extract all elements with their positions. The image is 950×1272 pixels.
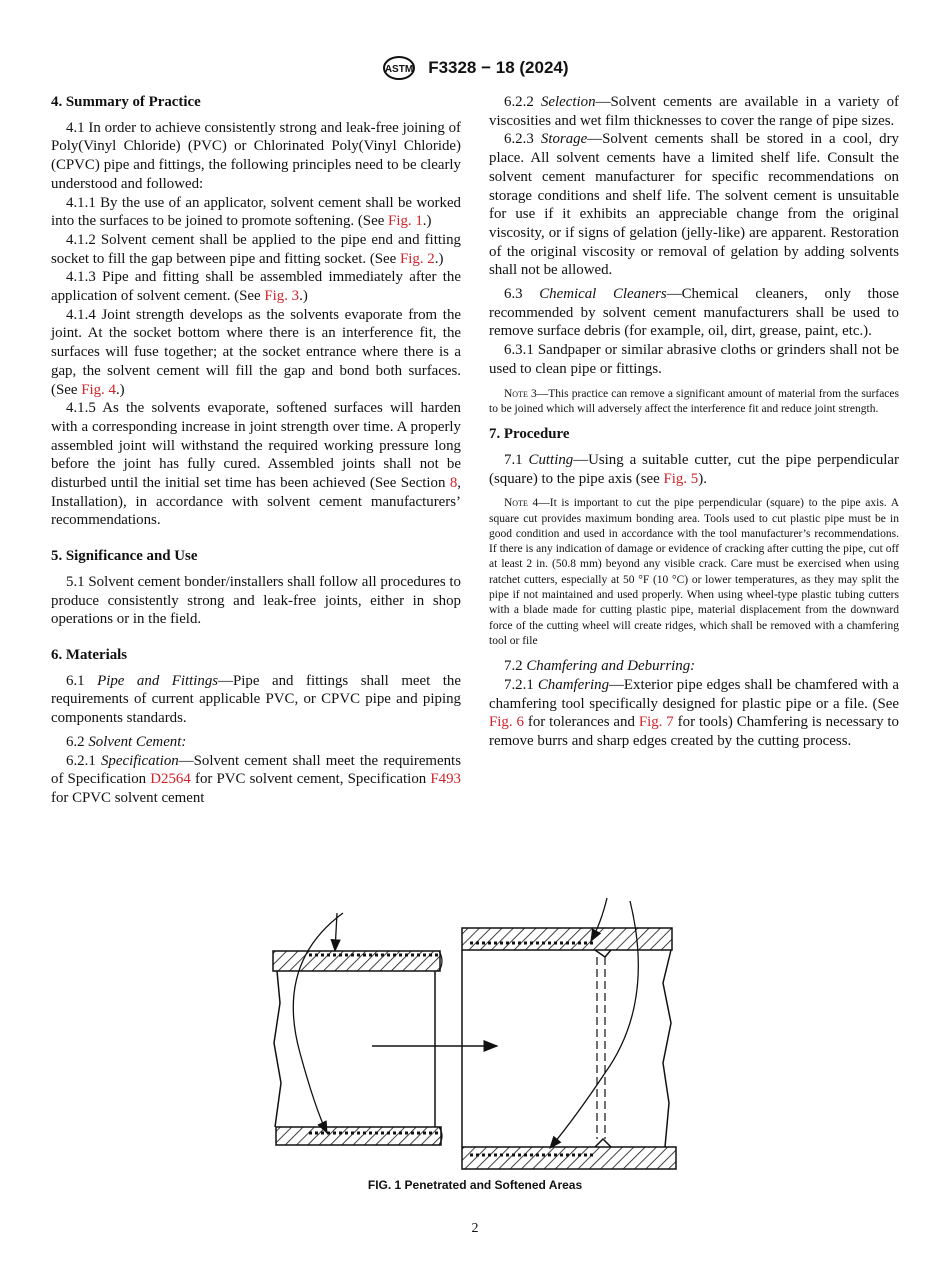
fig-4-link[interactable]: Fig. 4 bbox=[81, 381, 116, 398]
section-7-title: 7. Procedure bbox=[489, 426, 570, 443]
para-6-2-3: 6.2.3 Storage—Solvent cements shall be stored in a cool, dry place. All solvent cements have a limited shelf life. Consult the solvent cement manufacturer for specific recommendations on storage conditions and shelf life. The solvent cement is unsuitable for use if it exhibits an appreciable change from the original viscosity, or if signs of gelation (jelly-like) are apparent. Restoration of the original viscosity or removal of gelation by adding solvents shall not be allowed. bbox=[489, 131, 899, 279]
left-column bbox=[51, 93, 461, 808]
para-5-1: 5.1 Solvent cement bonder/installers shall follow all procedures to produce consistently strong and leak-free joints, either in shop operations or in the field. bbox=[51, 573, 461, 628]
note-3: Note 3—This practice can remove a significant amount of material from the surfaces to be joined which will adversely affect the interference fit and reduce joint strength. bbox=[489, 387, 899, 415]
para-6-1: 6.1 Pipe and Fittings—Pipe and fittings shall meet the requirements of current applicable PVC, or CPVC pipe and piping components standards. bbox=[51, 672, 461, 727]
para-6-2: 6.2 Solvent Cement: bbox=[66, 733, 187, 750]
right-column bbox=[489, 93, 899, 751]
fig-3-link[interactable]: Fig. 3 bbox=[264, 288, 300, 305]
para-4-1-5: 4.1.5 As the solvents evaporate, softened surfaces will harden with a corresponding increase in joint strength over time. A properly assembled joint will withstand the required working pressure long before the joint has fully cured. Assembled joints shall not be disturbed until the initial set time has been achieved (See Section 8, Installation), in accordance with solvent cement manufacturers’ recommendations. bbox=[51, 400, 461, 529]
para-7-1: 7.1 Cutting—Using a suitable cutter, cut the pipe perpendicular (square) to the pipe axis (see Fig. 5). bbox=[489, 451, 899, 487]
para-4-1-4: 4.1.4 Joint strength develops as the solvents evaporate from the joint. At the socket bottom where there is an interference fit, the surfaces will fuse together; at the socket entrance where there is a gap, the solvent cement will fill the gap and bond both surfaces. (See Fig. 4.) bbox=[51, 306, 461, 398]
para-6-3: 6.3 Chemical Cleaners—Chemical cleaners, only those recommended by solvent cement manufacturers shall be used to remove surface debris (for example, oil, dirt, grease, paint, etc.). bbox=[489, 286, 899, 340]
fig-2-link[interactable]: Fig. 2 bbox=[400, 250, 435, 267]
figure-caption: FIG. 1 Penetrated and Softened Areas bbox=[367, 1178, 583, 1192]
page-header bbox=[0, 55, 950, 81]
fitting-section bbox=[462, 928, 676, 1169]
para-7-2-1: 7.2.1 Chamfering—Exterior pipe edges shall be chamfered with a chamfering tool specifically designed for plastic pipe or a file. (See Fig. 6 for tolerances and Fig. 7 for tools) Chamfering is necessary to remove burrs and sharp edges created by the cutting process. bbox=[489, 676, 900, 750]
para-7-2: 7.2 Chamfering and Deburring: bbox=[504, 658, 696, 675]
para-6-2-2: 6.2.2 Selection—Solvent cements are available in a variety of viscosities and wet film thicknesses to cover the range of pipe sizes. bbox=[489, 94, 899, 129]
section-6-title: 6. Materials bbox=[51, 646, 128, 663]
para-4-1-2: 4.1.2 Solvent cement shall be applied to the pipe end and fitting socket to fill the gap between pipe and fitting socket. (See Fig. 2.) bbox=[51, 231, 461, 267]
f493-link[interactable]: F493 bbox=[430, 771, 461, 788]
section-4-title: 4. Summary of Practice bbox=[51, 94, 201, 110]
fig-1-link[interactable]: Fig. 1 bbox=[388, 213, 423, 230]
para-6-3-1: 6.3.1 Sandpaper or similar abrasive cloths or grinders shall not be used to clean pipe or fittings. bbox=[489, 342, 899, 377]
section-5-title: 5. Significance and Use bbox=[51, 548, 198, 565]
section-8-link[interactable]: 8 bbox=[449, 475, 458, 492]
para-4-1: 4.1 In order to achieve consistently strong and leak-free joining of Poly(Vinyl Chloride) (PVC) or Chlorinated Poly(Vinyl Chloride) (CPVC) pipe and fittings, the following principles need to be clearly understood and followed: bbox=[51, 119, 461, 192]
fig-6-link[interactable]: Fig. 6 bbox=[489, 714, 524, 731]
svg-text:ASTM: ASTM bbox=[385, 64, 414, 75]
standard-designation: F3328 − 18 (2024) bbox=[428, 58, 569, 77]
fig-7-link[interactable]: Fig. 7 bbox=[638, 714, 674, 731]
astm-logo-icon bbox=[381, 55, 417, 81]
figure-1-diagram bbox=[265, 893, 685, 1175]
page-number: 2 bbox=[471, 1221, 479, 1236]
d2564-link[interactable]: D2564 bbox=[150, 771, 191, 788]
fig-5-link[interactable]: Fig. 5 bbox=[663, 470, 699, 487]
para-4-1-3: 4.1.3 Pipe and fitting shall be assembled immediately after the application of solvent cement. (See Fig. 3.) bbox=[51, 269, 461, 305]
note-4: Note 4—It is important to cut the pipe perpendicular (square) to the pipe axis. A square cut provides maximum bonding area. Tools used to cut plastic pipe must be in good condition and used in accordance with the tool manufacturer’s recommendations. If there is any indication of damage or evidence of cracking after cutting the pipe, cut off at least 2 in. (50.8 mm) beyond any visible crack. Care must be exercised when using ratchet cutters, especially at 50 °F (10 °C) or lower temperatures, as they may split the pipe if not maintained and used properly. When using wheel-type plastic tubing cutters with a blade made for cutting plastic pipe, material displacement from the downward force of the cutting wheel will create ridges, which shall be removed with a chamfering tool or file bbox=[489, 497, 899, 647]
para-4-1-1: 4.1.1 By the use of an applicator, solvent cement shall be worked into the surfaces to be joined to promote softening. (See Fig. 1.) bbox=[51, 194, 461, 230]
para-6-2-1: 6.2.1 Specification—Solvent cement shall meet the requirements of Specification D2564 for PVC solvent cement, Specification F493 for CPVC solvent cement bbox=[51, 752, 461, 806]
